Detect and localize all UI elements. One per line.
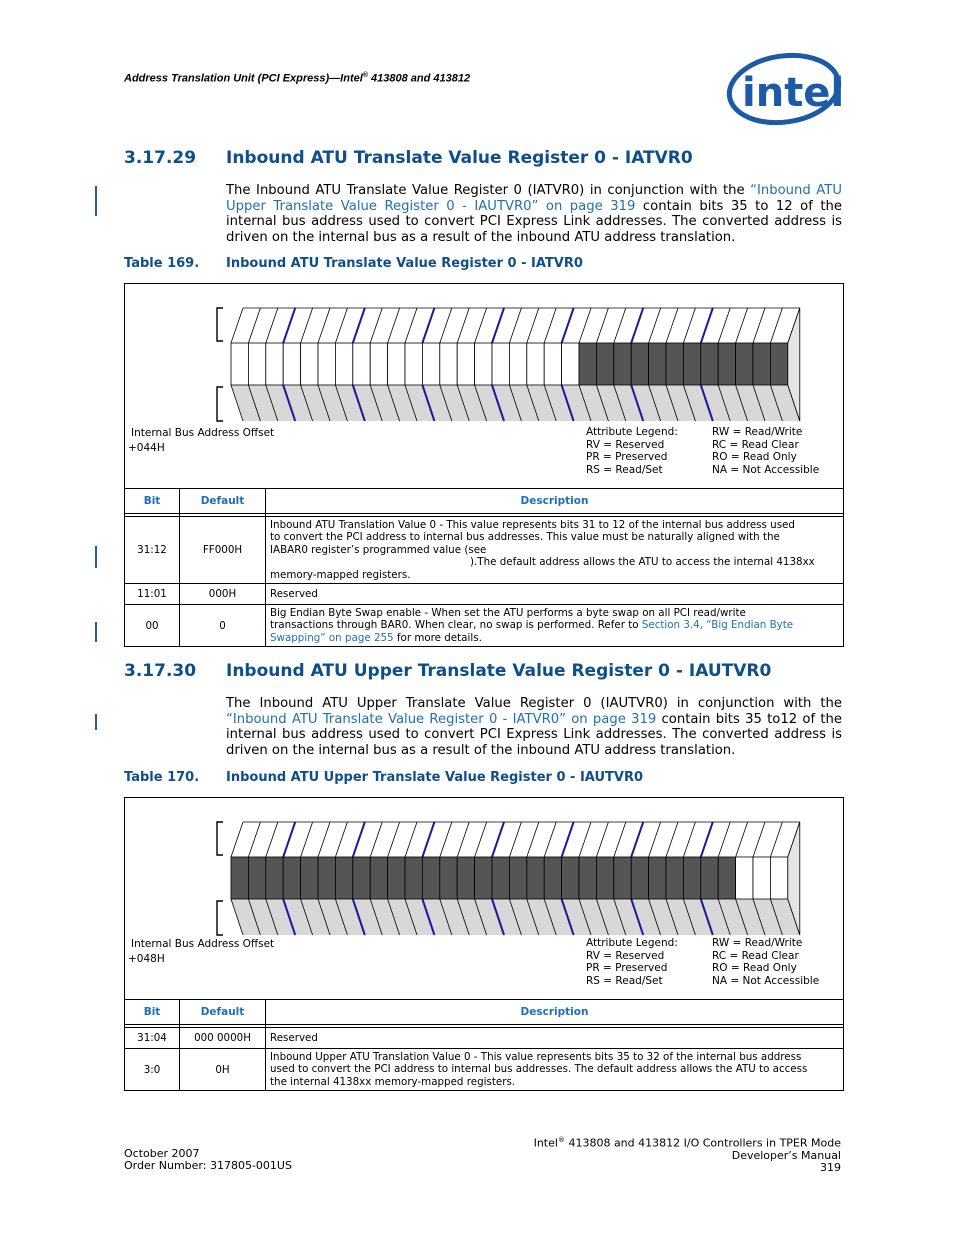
col-header-description: Description [266,489,844,514]
legend-title: Attribute Legend: [586,426,678,438]
bit-top-slant [318,308,330,343]
section-title: Inbound ATU Translate Value Register 0 - IATVR0 [226,148,693,168]
bit-cell [614,857,631,899]
bit-cell [527,857,544,899]
bit-top-slant [405,822,417,857]
table-title: Inbound ATU Translate Value Register 0 - IATVR0 [226,256,583,271]
desc-line: used to convert the PCI address to internal bus addresses. The default address allows the ATU to access [270,1063,808,1076]
section-link[interactable]: Section 3.4, “Big Endian Byte Swapping” on page 255 [270,619,794,644]
bit-cell [666,857,683,899]
table-header-row [125,1000,844,1025]
bit-cell [318,343,335,385]
bit-top-slant [770,822,782,857]
desc-line: IABAR0 register’s programmed value (see [270,543,487,556]
legend-item: PR = Preserved [586,962,668,975]
footer-date: October 2007 [124,1147,200,1160]
legend-item: RW = Read/Write [712,426,803,438]
desc-line: the internal 4138xx memory-mapped registers. [270,1075,516,1088]
bit-top-slant [579,822,591,857]
intel-logo [724,50,842,128]
col-header-description: Description [266,1000,844,1025]
bit-top-slant [301,308,313,343]
register-bit-diagram [124,797,844,1000]
cell-bit: 3:0 [125,1049,180,1091]
offset-value: +044H [128,442,165,454]
register-table-169 [124,488,844,647]
bit-cell [683,343,700,385]
bit-top-slant [509,822,521,857]
bit-top-slant [666,308,678,343]
para-text-cont: contain bits 35 to 12 of the internal bus address used to convert PCI Express Link addresses. The converted address is driven on the internal bus as a result of the inbound ATU address translation. [226,198,842,245]
bit-cell [683,857,700,899]
cell-bit: 00 [125,605,180,647]
bit-top-slant [440,308,452,343]
bit-top-slant [544,822,556,857]
bit-cell [562,343,579,385]
bit-cell [248,343,265,385]
bit-cell [770,857,787,899]
col-header-default: Default [180,489,266,514]
bit-cell [475,343,492,385]
bit-top-slant [370,822,382,857]
cell-description: Reserved [266,584,844,605]
section-heading-iautvr0 [124,661,771,681]
para-text-cont: contain bits 35 to12 of the internal bus address used to convert PCI Express Link addresses. The converted address is driven on the internal bus as a result of the inbound ATU address translation. [226,711,842,758]
bit-top-slant [335,822,347,857]
table-row [125,1028,844,1049]
logo-wordmark: intel [742,70,842,116]
bit-top-slant [475,822,487,857]
footer-product-tail: 413808 and 413812 I/O Controllers in TPER Mode [564,1136,841,1150]
legend-item: RO = Read Only [712,962,797,975]
bit-cell [266,343,283,385]
legend-item: RC = Read Clear [712,949,799,962]
bit-cell [770,343,787,385]
legend-title: Attribute Legend: [586,937,678,949]
bit-top-slant [649,308,661,343]
bit-cell [736,343,753,385]
desc-text: transactions through BAR0. When clear, no swap is performed. Refer to [270,619,642,632]
bit-top-slant [353,308,365,343]
bit-top-slant [335,308,347,343]
bit-cell [283,857,300,899]
bit-top-slant [440,822,452,857]
legend-item: RV = Reserved [586,438,665,451]
table-caption-170 [124,770,643,785]
bit-top-slant [614,308,626,343]
bit-top-slant [266,822,278,857]
bit-cell [753,857,770,899]
bit-top-slant [701,308,713,343]
desc-text: for more details. [393,631,482,644]
bit-cell [492,343,509,385]
bit-cell [457,857,474,899]
bit-cell [457,343,474,385]
section-title: Inbound ATU Upper Translate Value Register 0 - IAUTVR0 [226,661,772,681]
bit-top-slant [649,822,661,857]
legend-item: NA = Not Accessible [712,975,820,988]
bit-cell [736,857,753,899]
desc-line: to convert the PCI address to internal bus addresses. This value must be naturally aligned with the [270,531,780,544]
bit-cell [649,857,666,899]
table-row [125,605,844,647]
bit-top-slant [318,822,330,857]
bit-cell [370,857,387,899]
bit-top-slant [562,822,574,857]
cell-default: 0H [180,1049,266,1091]
bit-top-slant [492,822,504,857]
bit-cell [701,857,718,899]
attribute-legend [586,426,678,477]
bit-cell [544,343,561,385]
change-bar [95,622,97,642]
bracket-top [217,308,223,341]
bit-top-slant [388,822,400,857]
cell-description [266,1049,844,1091]
table-number: Table 170. [124,770,200,785]
table-row [125,1049,844,1091]
attribute-legend [586,937,678,988]
bit-cell [388,857,405,899]
bit-top-slant [231,822,243,857]
bit-top-slant [562,308,574,343]
bit-top-slant [527,822,539,857]
bit-cell [266,857,283,899]
bit-top-slant [614,822,626,857]
bit-top-slant [718,822,730,857]
running-title-tail: 413808 and 413812 [367,72,471,85]
bit-top-slant [527,308,539,343]
register-bit-diagram [124,283,844,489]
bit-top-slant [248,308,260,343]
bit-cell [422,343,439,385]
table-header-row [125,489,844,514]
section-number: 3.17.29 [124,148,197,168]
bit-top-slant [753,308,765,343]
bit-cell [596,343,613,385]
bit-cell [353,857,370,899]
para-text: The Inbound ATU Translate Value Register 0 (IATVR0) in conjunction with the [226,183,751,198]
bit-top-slant [370,308,382,343]
bracket-bottom [217,387,223,421]
col-header-bit: Bit [125,1000,180,1025]
bit-cell [370,343,387,385]
footer-manual: Developer’s Manual [731,1149,841,1163]
cell-description [266,517,844,584]
section-paragraph [226,183,842,245]
cell-description [266,605,844,647]
bit-cell [631,857,648,899]
legend-item: RC = Read Clear [712,438,799,451]
legend-item: RO = Read Only [712,451,797,464]
bit-top-slant [422,822,434,857]
legend-item: PR = Preserved [586,451,668,464]
section-number: 3.17.30 [124,661,197,681]
bit-cell [405,857,422,899]
section-heading-iatvr0 [124,148,693,168]
bit-cell [301,343,318,385]
col-header-default: Default [180,1000,266,1025]
bit-cell [614,343,631,385]
cross-reference-link[interactable]: “Inbound ATU Translate Value Register 0 - IATVR0” on page 319 [226,711,657,727]
bit-cell [718,857,735,899]
registered-mark: ® [362,72,368,79]
bit-top-slant [718,308,730,343]
bit-cell [388,343,405,385]
bit-cell [440,857,457,899]
cell-default: 0 [180,605,266,647]
cell-default: FF000H [180,517,266,584]
footer-product: Intel [533,1136,558,1150]
cell-default: 000H [180,584,266,605]
table-number: Table 169. [124,256,200,271]
bit-cell [509,857,526,899]
registered-mark: ® [557,1136,565,1144]
cell-bit: 31:04 [125,1028,180,1049]
bit-top-slant [457,822,469,857]
section-paragraph [226,696,842,758]
footer-right [534,1134,841,1175]
bit-cell [492,857,509,899]
offset-value: +048H [128,953,165,965]
bit-cell [335,857,352,899]
legend-item: RW = Read/Write [712,937,803,949]
bit-cell [631,343,648,385]
bit-top-slant [405,308,417,343]
table-row [125,517,844,584]
bit-cell [248,857,265,899]
bit-top-slant [509,308,521,343]
attribute-legend-2 [712,426,819,477]
desc-line: Inbound Upper ATU Translation Value 0 - This value represents bits 35 to 32 of the internal bus address [270,1051,802,1063]
bit-cell [231,343,248,385]
bit-top-slant [770,308,782,343]
bracket-top [217,822,223,855]
desc-line: Big Endian Byte Swap enable - When set the ATU performs a byte swap on all PCI read/write [270,607,746,620]
legend-item: RS = Read/Set [586,975,663,988]
bit-top-slant [579,308,591,343]
bit-cell [318,857,335,899]
bit-cell [649,343,666,385]
bit-cell [422,857,439,899]
offset-label: Internal Bus Address Offset [131,938,275,950]
bit-cell [405,343,422,385]
running-title: Address Translation Unit (PCI Express)—Intel [124,72,363,85]
bit-cell [666,343,683,385]
bit-top-slant [301,822,313,857]
change-bar [95,714,97,730]
cell-bit: 31:12 [125,517,180,584]
bit-top-slant [631,822,643,857]
bit-top-slant [683,308,695,343]
table-title: Inbound ATU Upper Translate Value Register 0 - IAUTVR0 [226,770,643,785]
change-bar [95,546,97,568]
cell-description: Reserved [266,1028,844,1049]
bit-top-slant [596,822,608,857]
bit-top-slant [544,308,556,343]
bit-cell [701,343,718,385]
desc-line: Inbound ATU Translation Value 0 - This value represents bits 31 to 12 of the internal bus address used [270,519,795,531]
table-row [125,584,844,605]
bit-top-slant [683,822,695,857]
cross-reference-link[interactable]: “Inbound ATU Upper Translate Value Register 0 - IAUTVR0” on page 319 [226,183,842,214]
bit-top-slant [248,822,260,857]
col-header-bit: Bit [125,489,180,514]
bit-top-slant [283,822,295,857]
change-bar [95,186,97,216]
bit-cell [509,343,526,385]
bit-top-slant [736,822,748,857]
bit-top-slant [753,822,765,857]
bit-cell [440,343,457,385]
bit-cell [301,857,318,899]
bit-cell [579,343,596,385]
offset-label: Internal Bus Address Offset [131,427,275,439]
bit-top-slant [283,308,295,343]
bracket-bottom [217,901,223,935]
bit-top-slant [631,308,643,343]
legend-item: RS = Read/Set [586,464,663,477]
attribute-legend-2 [712,937,819,988]
bit-cell [579,857,596,899]
bit-top-slant [231,308,243,343]
page-number: 319 [820,1161,841,1175]
bit-cell [527,343,544,385]
bit-cell [231,857,248,899]
bit-top-slant [701,822,713,857]
bit-top-slant [475,308,487,343]
table-caption-169 [124,256,583,271]
running-header [124,72,470,85]
bit-top-slant [457,308,469,343]
legend-item: RV = Reserved [586,949,665,962]
bit-cell [283,343,300,385]
footer-order-number: Order Number: 317805-001US [124,1159,292,1173]
register-table-170 [124,999,844,1091]
cell-default: 000 0000H [180,1028,266,1049]
bit-cell [596,857,613,899]
bit-cell [562,857,579,899]
bit-cell [544,857,561,899]
bit-cell [353,343,370,385]
desc-line: ).The default address allows the ATU to access the internal 4138xx [470,556,815,569]
bit-cell [718,343,735,385]
bit-top-slant [736,308,748,343]
bit-top-slant [266,308,278,343]
bit-top-slant [388,308,400,343]
bit-cell [475,857,492,899]
bit-cell [753,343,770,385]
legend-item: NA = Not Accessible [712,464,820,477]
desc-line: memory-mapped registers. [270,568,411,581]
para-text: The Inbound ATU Upper Translate Value Register 0 (IAUTVR0) in conjunction with the [226,696,842,711]
bit-top-slant [353,822,365,857]
bit-top-slant [596,308,608,343]
footer-left [124,1148,292,1173]
bit-top-slant [666,822,678,857]
bit-top-slant [492,308,504,343]
bit-cell [335,343,352,385]
bit-top-slant [422,308,434,343]
cell-bit: 11:01 [125,584,180,605]
